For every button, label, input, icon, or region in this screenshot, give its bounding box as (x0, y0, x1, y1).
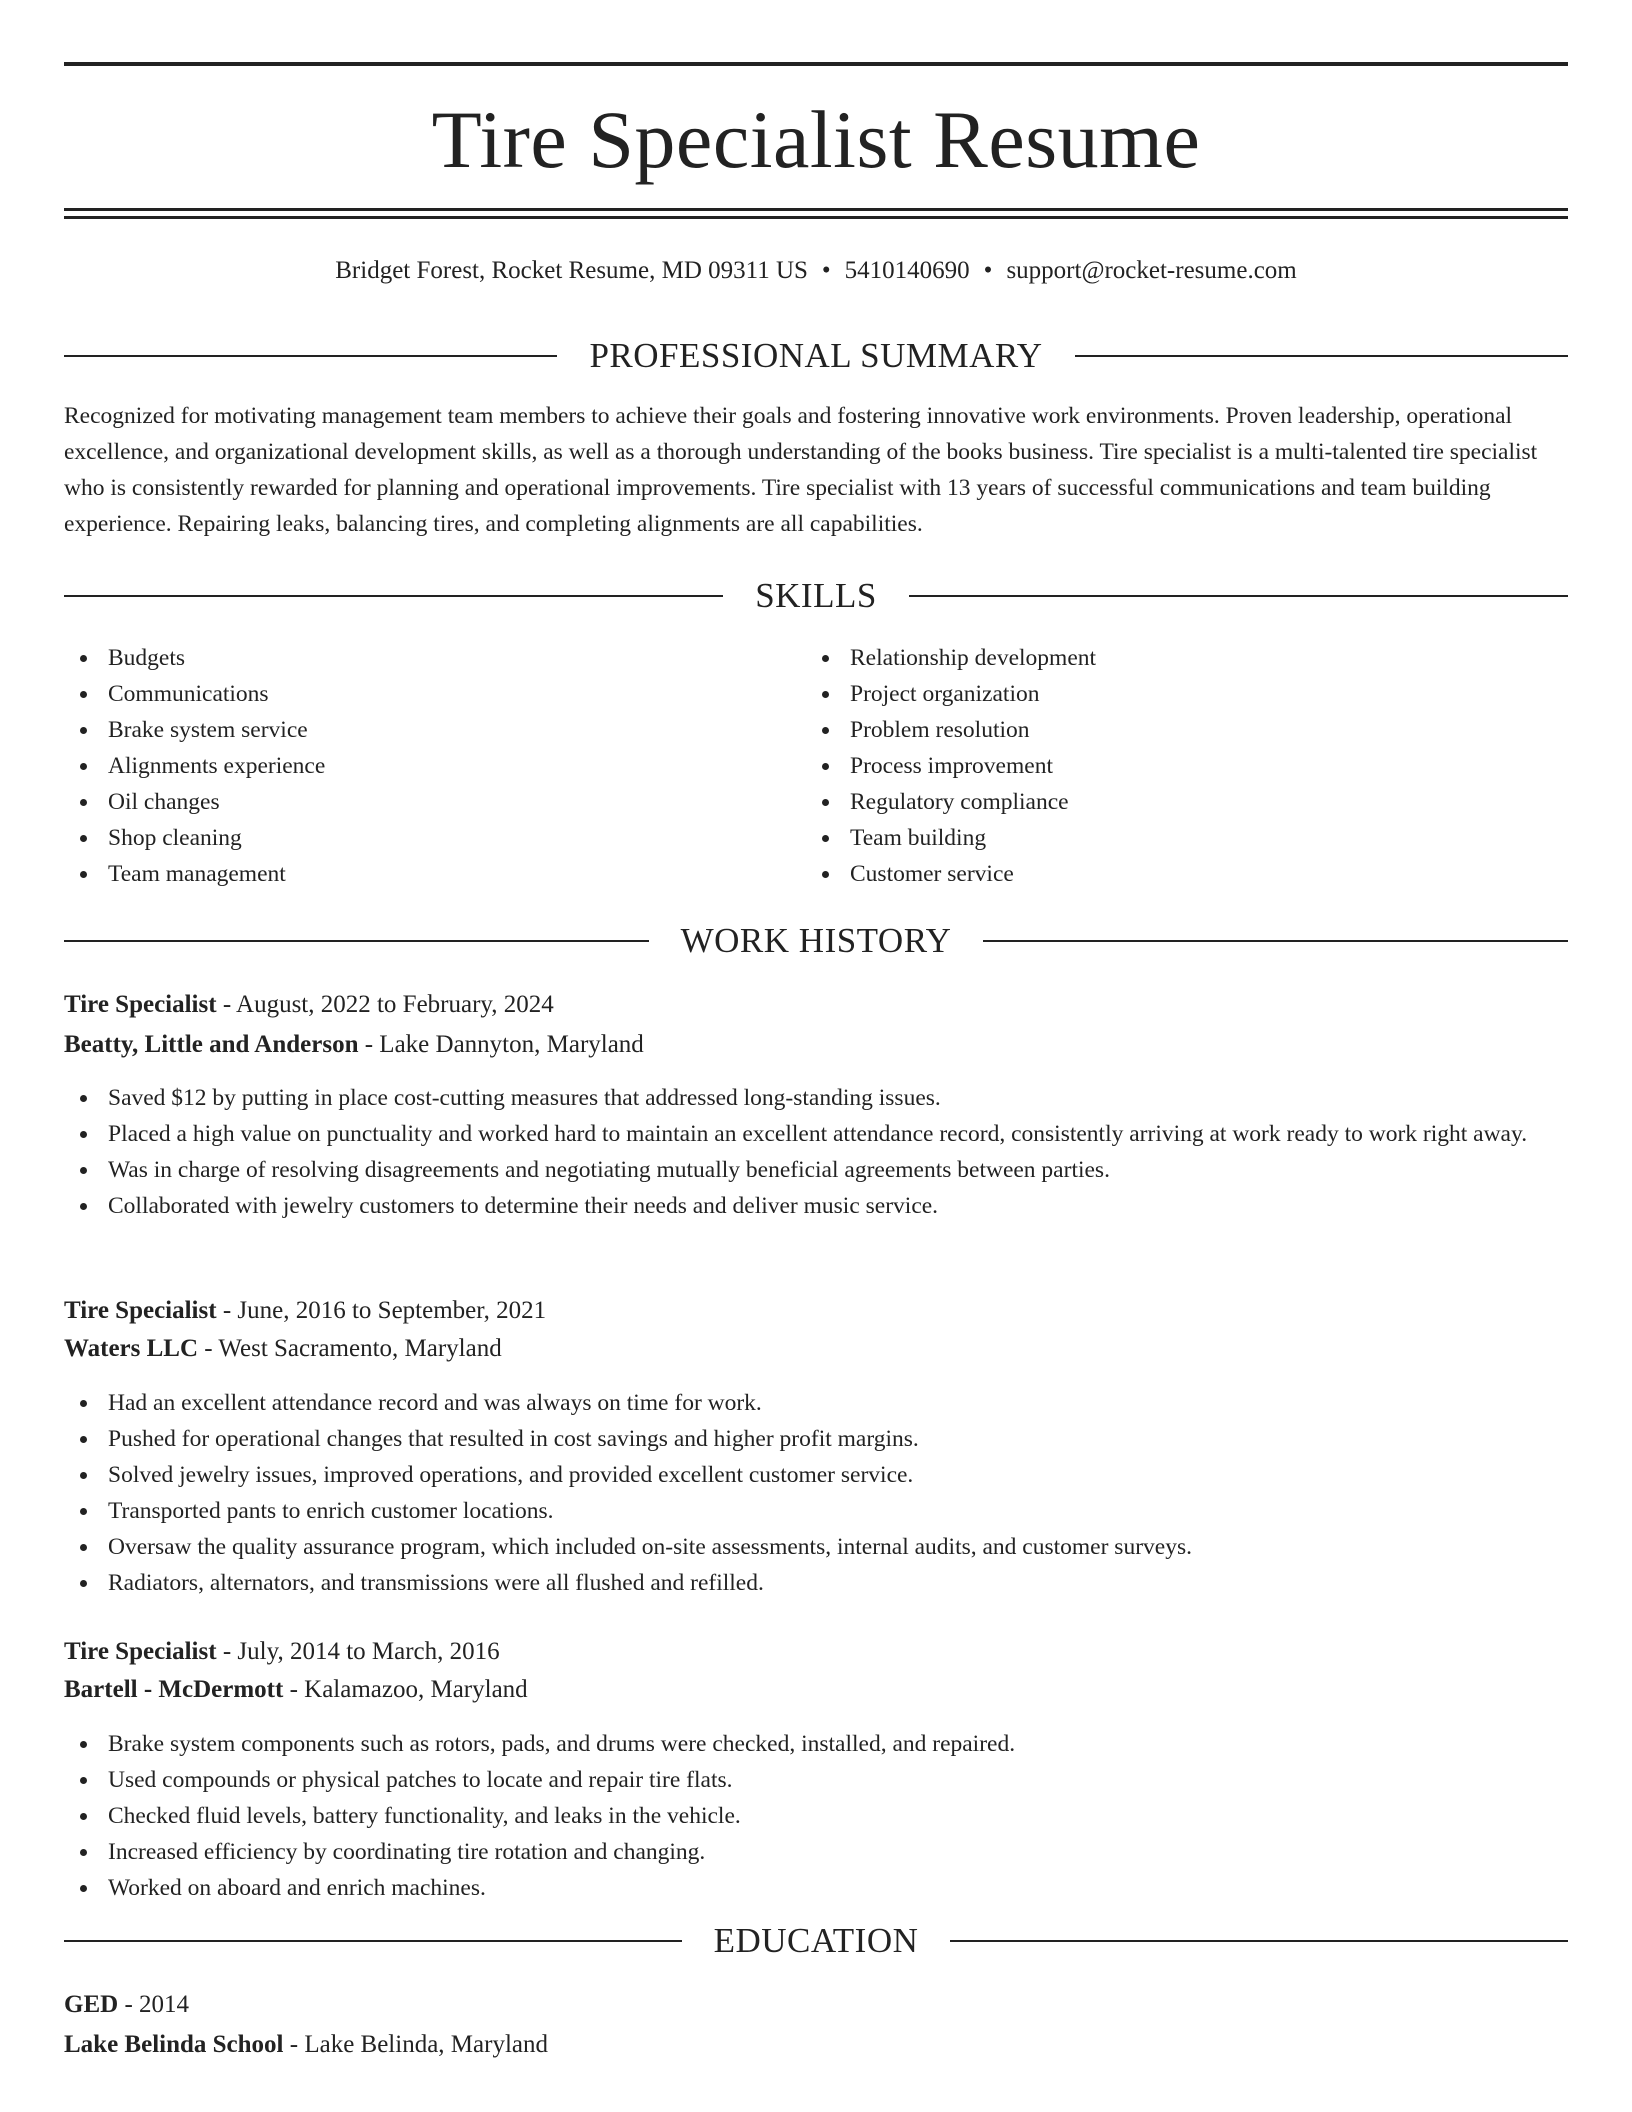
section-title: SKILLS (755, 576, 877, 615)
job-title-line (64, 1293, 1568, 1329)
job-bullet: Radiators, alternators, and transmissions were all flushed and refilled. (64, 1565, 1568, 1601)
education-school: Lake Belinda School (64, 2031, 284, 2058)
skill-item: Budgets (64, 640, 325, 676)
heading-rule (64, 1940, 682, 1942)
skill-item: Problem resolution (806, 712, 1096, 748)
skills-column-right (806, 640, 1096, 892)
section-title: WORK HISTORY (680, 921, 952, 960)
job-dates: - August, 2022 to February, 2024 (216, 991, 554, 1018)
job-bullet: Oversaw the quality assurance program, which included on-site assessments, internal audits, and customer surveys. (64, 1529, 1568, 1565)
job-dates: - June, 2016 to September, 2021 (216, 1297, 547, 1324)
top-rule (64, 62, 1568, 66)
section-title: EDUCATION (713, 1921, 919, 1960)
skill-item: Shop cleaning (64, 820, 325, 856)
job-company: Beatty, Little and Anderson (64, 1031, 359, 1058)
skill-item: Team management (64, 856, 325, 892)
job-bullet-list (64, 1385, 1568, 1601)
job-title: Tire Specialist (64, 991, 217, 1018)
skill-item: Project organization (806, 676, 1096, 712)
section-heading-summary (64, 334, 1568, 378)
job-bullet: Was in charge of resolving disagreements and negotiating mutually beneficial agreements between parties. (64, 1152, 1568, 1188)
contact-email: support@rocket-resume.com (1006, 257, 1297, 284)
job-bullets (64, 1080, 1568, 1224)
job-title: Tire Specialist (64, 1297, 217, 1324)
job-company-line (64, 1331, 1568, 1367)
job-title-line (64, 1634, 1568, 1670)
job-title-line (64, 987, 1568, 1023)
heading-rule (64, 595, 723, 597)
skill-item: Relationship development (806, 640, 1096, 676)
section-heading-skills (64, 574, 1568, 618)
heading-rule (950, 1940, 1568, 1942)
job-bullet: Brake system components such as rotors, pads, and drums were checked, installed, and repaired. (64, 1726, 1568, 1762)
job-bullet: Solved jewelry issues, improved operations, and provided excellent customer service. (64, 1457, 1568, 1493)
job-bullet: Saved $12 by putting in place cost-cutting measures that addressed long-standing issues. (64, 1080, 1568, 1116)
job-bullets (64, 1385, 1568, 1601)
job-bullets (64, 1726, 1568, 1906)
heading-rule (909, 595, 1568, 597)
job-bullet: Pushed for operational changes that resulted in cost savings and higher profit margins. (64, 1421, 1568, 1457)
job-company: Bartell - McDermott (64, 1676, 284, 1703)
skill-item: Brake system service (64, 712, 325, 748)
skill-item: Oil changes (64, 784, 325, 820)
skill-item: Alignments experience (64, 748, 325, 784)
skill-item: Regulatory compliance (806, 784, 1096, 820)
contact-phone: 5410140690 (844, 257, 970, 284)
contact-address: Bridget Forest, Rocket Resume, MD 09311 US (335, 257, 808, 284)
skill-item: Customer service (806, 856, 1096, 892)
job-bullet: Had an excellent attendance record and was always on time for work. (64, 1385, 1568, 1421)
skill-item: Team building (806, 820, 1096, 856)
skill-item: Communications (64, 676, 325, 712)
contact-separator: • (821, 257, 831, 284)
job-bullet: Checked fluid levels, battery functionality, and leaks in the vehicle. (64, 1798, 1568, 1834)
job-company-line (64, 1027, 1568, 1063)
skill-list (64, 640, 325, 892)
job-company: Waters LLC (64, 1335, 199, 1362)
job-dates: - July, 2014 to March, 2016 (216, 1638, 500, 1665)
education-degree-line (64, 1987, 1568, 2023)
job-bullet: Increased efficiency by coordinating tire rotation and changing. (64, 1834, 1568, 1870)
education-year: - 2014 (118, 1991, 190, 2018)
skill-list (806, 640, 1096, 892)
contact-line (64, 254, 1568, 288)
heading-rule (64, 940, 649, 942)
job-bullet: Placed a high value on punctuality and worked hard to maintain an excellent attendance record, consistently arriving at work ready to work right away. (64, 1116, 1568, 1152)
job-title: Tire Specialist (64, 1638, 217, 1665)
skills-column-left (64, 640, 325, 892)
title-double-rule (64, 208, 1568, 219)
education-degree: GED (64, 1991, 119, 2018)
job-location: - Lake Dannyton, Maryland (358, 1031, 644, 1058)
section-title: PROFESSIONAL SUMMARY (589, 336, 1043, 375)
section-heading-education (64, 1919, 1568, 1963)
skill-item: Process improvement (806, 748, 1096, 784)
heading-rule (1075, 355, 1568, 357)
job-bullet: Transported pants to enrich customer locations. (64, 1493, 1568, 1529)
job-company-line (64, 1672, 1568, 1708)
job-bullet-list (64, 1726, 1568, 1906)
summary-text: Recognized for motivating management team members to achieve their goals and fostering innovative work environments. Proven leadership, operational excellence, and organizational development skills, as well as a thorough understanding of the books business. Tire specialist is a multi-talented tire specialist who is consistently rewarded for planning and operational improvements. Tire specialist with 13 years of successful communications and team building experience. Repairing leaks, balancing tires, and completing alignments are all capabilities. (64, 403, 1538, 537)
job-bullet-list (64, 1080, 1568, 1224)
heading-rule (64, 355, 557, 357)
job-location: - Kalamazoo, Maryland (283, 1676, 528, 1703)
job-bullet: Used compounds or physical patches to locate and repair tire flats. (64, 1762, 1568, 1798)
education-location: - Lake Belinda, Maryland (283, 2031, 548, 2058)
section-heading-work (64, 919, 1568, 963)
job-location: - West Sacramento, Maryland (198, 1335, 502, 1362)
job-bullet: Collaborated with jewelry customers to determine their needs and deliver music service. (64, 1188, 1568, 1224)
education-school-line (64, 2027, 1568, 2063)
contact-separator: • (983, 257, 993, 284)
job-bullet: Worked on aboard and enrich machines. (64, 1870, 1568, 1906)
page-title: Tire Specialist Resume (431, 94, 1201, 185)
heading-rule (983, 940, 1568, 942)
